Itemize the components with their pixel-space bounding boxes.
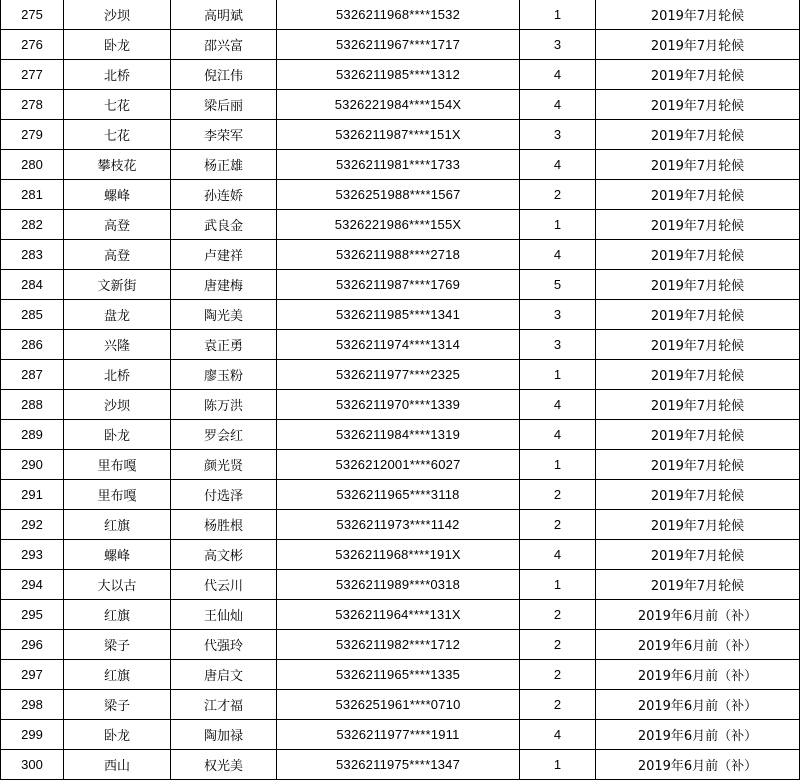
cell-batch: 2019年6月前（补）	[596, 660, 800, 690]
cell-person-name: 陶光美	[171, 300, 277, 330]
cell-batch: 2019年7月轮候	[596, 120, 800, 150]
cell-person-name: 陈万洪	[171, 390, 277, 420]
table-row	[1, 630, 800, 660]
cell-person-name: 袁正勇	[171, 330, 277, 360]
table-row	[1, 720, 800, 750]
table-row	[1, 750, 800, 780]
table-row	[1, 30, 800, 60]
cell-township: 沙坝	[64, 0, 171, 30]
table-row	[1, 600, 800, 630]
cell-serial-number: 286	[1, 330, 64, 360]
cell-person-name: 高明斌	[171, 0, 277, 30]
cell-township: 七花	[64, 120, 171, 150]
cell-household-count: 1	[520, 360, 596, 390]
table-row	[1, 570, 800, 600]
cell-batch: 2019年7月轮候	[596, 30, 800, 60]
cell-household-count: 1	[520, 210, 596, 240]
cell-township: 红旗	[64, 510, 171, 540]
cell-serial-number: 275	[1, 0, 64, 30]
cell-township: 七花	[64, 90, 171, 120]
table-row	[1, 360, 800, 390]
cell-household-count: 2	[520, 180, 596, 210]
cell-batch: 2019年7月轮候	[596, 180, 800, 210]
cell-id-number: 5326211967****1717	[277, 30, 520, 60]
cell-id-number: 5326212001****6027	[277, 450, 520, 480]
cell-batch: 2019年7月轮候	[596, 0, 800, 30]
cell-batch: 2019年6月前（补）	[596, 600, 800, 630]
cell-serial-number: 290	[1, 450, 64, 480]
cell-batch: 2019年6月前（补）	[596, 630, 800, 660]
cell-person-name: 杨正雄	[171, 150, 277, 180]
cell-household-count: 4	[520, 420, 596, 450]
cell-township: 卧龙	[64, 30, 171, 60]
cell-township: 里布嘎	[64, 450, 171, 480]
cell-township: 红旗	[64, 660, 171, 690]
table-row	[1, 660, 800, 690]
cell-person-name: 颜光贤	[171, 450, 277, 480]
cell-serial-number: 297	[1, 660, 64, 690]
cell-serial-number: 285	[1, 300, 64, 330]
cell-household-count: 1	[520, 0, 596, 30]
cell-serial-number: 281	[1, 180, 64, 210]
cell-id-number: 5326251988****1567	[277, 180, 520, 210]
cell-batch: 2019年7月轮候	[596, 420, 800, 450]
table-row	[1, 330, 800, 360]
cell-id-number: 5326221984****154X	[277, 90, 520, 120]
cell-serial-number: 276	[1, 30, 64, 60]
cell-township: 盘龙	[64, 300, 171, 330]
cell-batch: 2019年7月轮候	[596, 90, 800, 120]
cell-household-count: 3	[520, 300, 596, 330]
cell-id-number: 5326211974****1314	[277, 330, 520, 360]
cell-id-number: 5326211981****1733	[277, 150, 520, 180]
cell-id-number: 5326211985****1341	[277, 300, 520, 330]
cell-person-name: 卢建祥	[171, 240, 277, 270]
cell-serial-number: 278	[1, 90, 64, 120]
cell-serial-number: 298	[1, 690, 64, 720]
table-row	[1, 690, 800, 720]
cell-household-count: 4	[520, 90, 596, 120]
table-row	[1, 180, 800, 210]
cell-person-name: 江才福	[171, 690, 277, 720]
cell-household-count: 3	[520, 30, 596, 60]
cell-id-number: 5326221986****155X	[277, 210, 520, 240]
table-row	[1, 210, 800, 240]
cell-township: 北桥	[64, 60, 171, 90]
cell-person-name: 王仙灿	[171, 600, 277, 630]
table-row	[1, 540, 800, 570]
cell-township: 攀枝花	[64, 150, 171, 180]
cell-household-count: 5	[520, 270, 596, 300]
cell-serial-number: 292	[1, 510, 64, 540]
cell-batch: 2019年7月轮候	[596, 300, 800, 330]
cell-serial-number: 291	[1, 480, 64, 510]
cell-person-name: 武良金	[171, 210, 277, 240]
cell-batch: 2019年7月轮候	[596, 450, 800, 480]
cell-household-count: 2	[520, 630, 596, 660]
cell-batch: 2019年6月前（补）	[596, 720, 800, 750]
table-row	[1, 150, 800, 180]
cell-household-count: 2	[520, 690, 596, 720]
cell-batch: 2019年7月轮候	[596, 210, 800, 240]
cell-batch: 2019年7月轮候	[596, 570, 800, 600]
cell-person-name: 权光美	[171, 750, 277, 780]
cell-id-number: 5326211968****1532	[277, 0, 520, 30]
cell-household-count: 1	[520, 570, 596, 600]
cell-person-name: 廖玉粉	[171, 360, 277, 390]
cell-person-name: 梁后丽	[171, 90, 277, 120]
cell-person-name: 罗会红	[171, 420, 277, 450]
cell-serial-number: 282	[1, 210, 64, 240]
cell-id-number: 5326211987****151X	[277, 120, 520, 150]
table-row	[1, 450, 800, 480]
cell-serial-number: 294	[1, 570, 64, 600]
cell-person-name: 代强玲	[171, 630, 277, 660]
cell-id-number: 5326211965****3118	[277, 480, 520, 510]
cell-household-count: 2	[520, 600, 596, 630]
cell-id-number: 5326211987****1769	[277, 270, 520, 300]
cell-township: 红旗	[64, 600, 171, 630]
cell-serial-number: 288	[1, 390, 64, 420]
cell-person-name: 孙连娇	[171, 180, 277, 210]
cell-batch: 2019年7月轮候	[596, 150, 800, 180]
cell-id-number: 5326211965****1335	[277, 660, 520, 690]
cell-batch: 2019年7月轮候	[596, 60, 800, 90]
cell-household-count: 2	[520, 660, 596, 690]
cell-person-name: 唐启文	[171, 660, 277, 690]
cell-serial-number: 283	[1, 240, 64, 270]
cell-serial-number: 300	[1, 750, 64, 780]
cell-batch: 2019年7月轮候	[596, 270, 800, 300]
table-row	[1, 390, 800, 420]
table-row	[1, 420, 800, 450]
cell-household-count: 4	[520, 390, 596, 420]
cell-id-number: 5326211973****1142	[277, 510, 520, 540]
cell-person-name: 倪江伟	[171, 60, 277, 90]
cell-id-number: 5326251961****0710	[277, 690, 520, 720]
cell-serial-number: 296	[1, 630, 64, 660]
cell-township: 兴隆	[64, 330, 171, 360]
cell-person-name: 邵兴富	[171, 30, 277, 60]
cell-township: 高登	[64, 210, 171, 240]
table-row	[1, 0, 800, 30]
cell-id-number: 5326211984****1319	[277, 420, 520, 450]
cell-household-count: 1	[520, 450, 596, 480]
table-row	[1, 90, 800, 120]
cell-batch: 2019年7月轮候	[596, 360, 800, 390]
cell-person-name: 代云川	[171, 570, 277, 600]
cell-person-name: 唐建梅	[171, 270, 277, 300]
cell-serial-number: 280	[1, 150, 64, 180]
cell-township: 文新街	[64, 270, 171, 300]
cell-serial-number: 299	[1, 720, 64, 750]
cell-household-count: 4	[520, 240, 596, 270]
cell-serial-number: 295	[1, 600, 64, 630]
cell-id-number: 5326211970****1339	[277, 390, 520, 420]
table-row	[1, 510, 800, 540]
cell-person-name: 杨胜根	[171, 510, 277, 540]
cell-person-name: 付选泽	[171, 480, 277, 510]
cell-batch: 2019年6月前（补）	[596, 690, 800, 720]
roster-table-body	[1, 0, 800, 780]
table-row	[1, 270, 800, 300]
cell-id-number: 5326211964****131X	[277, 600, 520, 630]
cell-id-number: 5326211975****1347	[277, 750, 520, 780]
cell-id-number: 5326211968****191X	[277, 540, 520, 570]
cell-serial-number: 287	[1, 360, 64, 390]
cell-township: 沙坝	[64, 390, 171, 420]
cell-household-count: 3	[520, 120, 596, 150]
cell-township: 大以古	[64, 570, 171, 600]
cell-batch: 2019年7月轮候	[596, 390, 800, 420]
cell-id-number: 5326211982****1712	[277, 630, 520, 660]
table-row	[1, 60, 800, 90]
cell-township: 北桥	[64, 360, 171, 390]
table-row	[1, 300, 800, 330]
cell-id-number: 5326211985****1312	[277, 60, 520, 90]
cell-township: 螺峰	[64, 540, 171, 570]
cell-batch: 2019年7月轮候	[596, 330, 800, 360]
cell-id-number: 5326211989****0318	[277, 570, 520, 600]
cell-household-count: 2	[520, 480, 596, 510]
cell-household-count: 4	[520, 720, 596, 750]
cell-household-count: 4	[520, 60, 596, 90]
cell-person-name: 高文彬	[171, 540, 277, 570]
cell-serial-number: 289	[1, 420, 64, 450]
cell-household-count: 3	[520, 330, 596, 360]
cell-person-name: 李荣军	[171, 120, 277, 150]
cell-serial-number: 284	[1, 270, 64, 300]
cell-township: 卧龙	[64, 420, 171, 450]
table-row	[1, 120, 800, 150]
cell-id-number: 5326211977****2325	[277, 360, 520, 390]
cell-household-count: 2	[520, 510, 596, 540]
cell-batch: 2019年7月轮候	[596, 510, 800, 540]
cell-serial-number: 293	[1, 540, 64, 570]
cell-serial-number: 277	[1, 60, 64, 90]
cell-id-number: 5326211977****1911	[277, 720, 520, 750]
cell-township: 西山	[64, 750, 171, 780]
cell-id-number: 5326211988****2718	[277, 240, 520, 270]
cell-township: 梁子	[64, 630, 171, 660]
cell-serial-number: 279	[1, 120, 64, 150]
cell-township: 高登	[64, 240, 171, 270]
cell-household-count: 4	[520, 150, 596, 180]
cell-person-name: 陶加禄	[171, 720, 277, 750]
cell-township: 梁子	[64, 690, 171, 720]
cell-household-count: 1	[520, 750, 596, 780]
table-row	[1, 240, 800, 270]
table-row	[1, 480, 800, 510]
cell-batch: 2019年7月轮候	[596, 540, 800, 570]
cell-township: 卧龙	[64, 720, 171, 750]
cell-batch: 2019年7月轮候	[596, 480, 800, 510]
cell-township: 螺峰	[64, 180, 171, 210]
cell-batch: 2019年7月轮候	[596, 240, 800, 270]
cell-batch: 2019年6月前（补）	[596, 750, 800, 780]
cell-township: 里布嘎	[64, 480, 171, 510]
cell-household-count: 4	[520, 540, 596, 570]
